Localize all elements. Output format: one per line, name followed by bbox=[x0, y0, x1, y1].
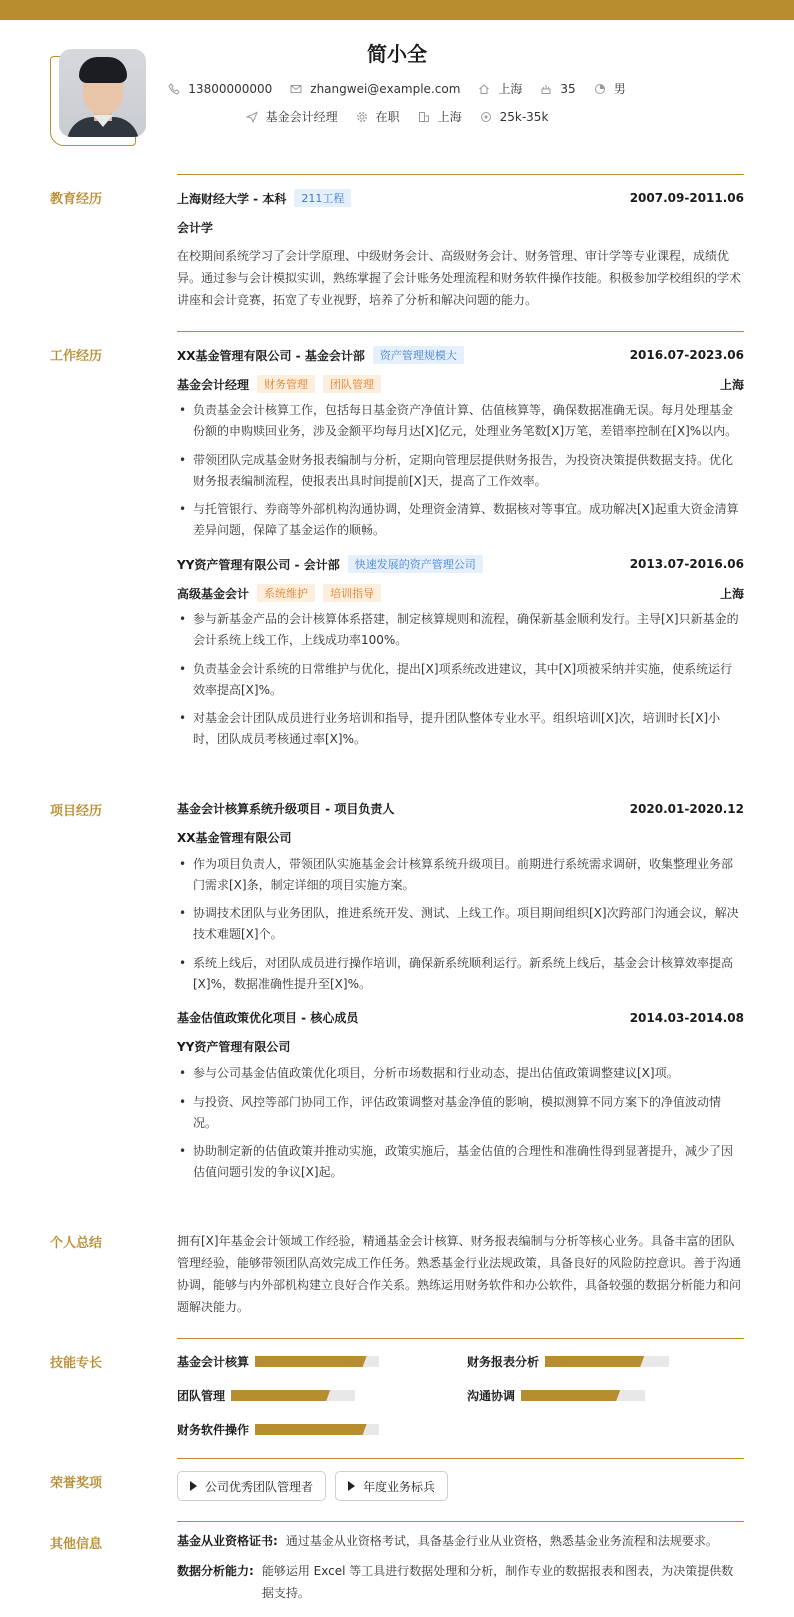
building-icon bbox=[418, 111, 430, 123]
job-bullet: • 带领团队完成基金财务报表编制与分析，定期向管理层提供财务报告，为投资决策提供数据支持。优化财务报表编制流程，使报表出具时间提前[X]天，提高了工作效率。 bbox=[177, 450, 744, 492]
skill-bar bbox=[255, 1424, 379, 1435]
skill-bar bbox=[521, 1390, 645, 1401]
project-name: 基金会计核算系统升级项目 - 项目负责人 bbox=[177, 802, 395, 816]
project-company: XX基金管理有限公司 bbox=[177, 831, 292, 845]
gear-icon bbox=[356, 111, 368, 123]
contact-row bbox=[0, 80, 794, 97]
summary-text: 拥有[X]年基金会计领域工作经验，精通基金会计核算、财务报表编制与分析等核心业务。具备丰富的团队管理经验，能够带领团队高效完成工作任务。熟悉基金行业法规政策，具备良好的风险防控意识。善于沟通协调，能够与内外部机构建立良好合作关系。熟练运用财务软件和办公软件，具备较强的数据分析能力和问题解决能力。 bbox=[177, 1234, 742, 1314]
status-item: 在职 bbox=[356, 108, 400, 125]
company-name: YY资产管理有限公司 - 会计部 bbox=[177, 557, 340, 572]
job-intent-row bbox=[0, 108, 794, 125]
project-bullet: • 协助制定新的估值政策并推动实施，政策实施后，基金估值的合理性和准确性得到显著提升，减少了因估值问题引发的争议[X]起。 bbox=[177, 1141, 744, 1183]
salary-item: 25k-35k bbox=[480, 110, 549, 124]
company-tag: 快速发展的资产管理公司 bbox=[348, 555, 483, 573]
section-title: 工作经历 bbox=[50, 349, 103, 364]
section-title: 荣誉奖项 bbox=[50, 1476, 103, 1491]
other-item: 基金从业资格证书: 通过基金从业资格考试，具备基金行业从业资格，熟悉基金业务流程和法规要求。 bbox=[177, 1534, 718, 1548]
cake-icon bbox=[540, 83, 552, 95]
position-item: 基金会计经理 bbox=[246, 108, 338, 125]
job-bullet: • 负责基金会计核算工作，包括每日基金资产净值计算、估值核算等，确保数据准确无误。每月处理基金份额的申购赎回业务，涉及金额平均每月达[X]亿元，处理业务笔数[X]万笔，差错率控制在[X]%以内。 bbox=[177, 400, 744, 442]
skill-bar bbox=[545, 1356, 669, 1367]
role-tag: 团队管理 bbox=[323, 375, 381, 393]
job-role-row bbox=[177, 375, 744, 393]
project-head bbox=[177, 800, 744, 817]
section-title: 其他信息 bbox=[50, 1537, 103, 1552]
skills-body bbox=[177, 1338, 744, 1448]
project-name: 基金估值政策优化项目 - 核心成员 bbox=[177, 1011, 359, 1025]
project-bullet: • 作为项目负责人，带领团队实施基金会计核算系统升级项目。前期进行系统需求调研，收集整理业务部门需求[X]条，制定详细的项目实施方案。 bbox=[177, 854, 744, 896]
company-tag: 资产管理规模大 bbox=[373, 346, 464, 364]
section-title: 项目经历 bbox=[50, 804, 103, 819]
job-head bbox=[177, 346, 744, 364]
gender-item: 男 bbox=[594, 80, 626, 97]
section-title: 技能专长 bbox=[50, 1356, 103, 1371]
project-bullet: • 系统上线后，对团队成员进行操作培训，确保新系统顺利运行。新系统上线后，基金会计核算效率提高[X]%，数据准确性提升至[X]%。 bbox=[177, 953, 744, 995]
coin-icon bbox=[480, 111, 492, 123]
job-city: 上海 bbox=[719, 586, 744, 601]
job-bullet: • 与托管银行、券商等外部机构沟通协调，处理资金清算、数据核对等事宜。成功解决[X]起重大资金清算差异问题，保障了基金运作的顺畅。 bbox=[177, 499, 744, 541]
job-bullet: • 参与新基金产品的会计核算体系搭建，制定核算规则和流程，确保新基金顺利发行。主导[X]只新基金的会计系统上线工作，上线成功率100%。 bbox=[177, 609, 744, 651]
section-title: 个人总结 bbox=[50, 1236, 103, 1251]
skill-item: 团队管理 bbox=[177, 1387, 355, 1404]
project-date: 2014.03-2014.08 bbox=[629, 1010, 744, 1025]
phone-icon bbox=[168, 83, 180, 95]
candidate-name: 简小全 bbox=[367, 42, 427, 66]
work-body bbox=[177, 331, 744, 771]
education-date: 2007.09-2011.06 bbox=[629, 191, 744, 205]
project-body bbox=[177, 788, 744, 1188]
summary-body bbox=[177, 1222, 744, 1322]
honors-body bbox=[177, 1458, 744, 1518]
job-role-row bbox=[177, 584, 744, 602]
phone-item: 13800000000 bbox=[168, 82, 272, 96]
send-icon bbox=[246, 111, 258, 123]
home-icon bbox=[478, 83, 490, 95]
project-company: YY资产管理有限公司 bbox=[177, 1040, 291, 1054]
job-date: 2013.07-2016.06 bbox=[629, 557, 744, 571]
skill-item: 沟通协调 bbox=[467, 1387, 645, 1404]
major: 会计学 bbox=[177, 221, 214, 235]
skill-item: 财务软件操作 bbox=[177, 1421, 379, 1438]
project-head bbox=[177, 1009, 744, 1026]
other-item: 数据分析能力: 能够运用 Excel 等工具进行数据处理和分析，制作专业的数据报表和图表，为决策提供数据支持。 bbox=[177, 1564, 734, 1600]
skill-bar bbox=[255, 1356, 379, 1367]
job-role: 高级基金会计 bbox=[177, 586, 250, 601]
work-city-item: 上海 bbox=[418, 108, 462, 125]
honor-item: 公司优秀团队管理者 bbox=[177, 1471, 326, 1501]
honor-item: 年度业务标兵 bbox=[335, 1471, 448, 1501]
project-bullet: • 协调技术团队与业务团队，推进系统开发、测试、上线工作。项目期间组织[X]次跨部门沟通会议，解决技术难题[X]个。 bbox=[177, 903, 744, 945]
mail-icon bbox=[290, 83, 302, 95]
email-item: zhangwei@example.com bbox=[290, 82, 460, 96]
job-city: 上海 bbox=[719, 377, 744, 392]
education-head bbox=[177, 189, 744, 207]
education-body bbox=[177, 174, 744, 314]
section-title: 教育经历 bbox=[50, 192, 103, 207]
other-body bbox=[177, 1521, 744, 1617]
top-accent-bar bbox=[0, 0, 794, 20]
job-head bbox=[177, 555, 744, 573]
play-icon bbox=[190, 1481, 197, 1491]
job-bullet: • 对基金会计团队成员进行业务培训和指导，提升团队整体专业水平。组织培训[X]次，培训时长[X]小时，团队成员考核通过率[X]%。 bbox=[177, 708, 744, 750]
city-item: 上海 bbox=[478, 80, 522, 97]
job-date: 2016.07-2023.06 bbox=[629, 348, 744, 362]
play-icon bbox=[348, 1481, 355, 1491]
role-tag: 系统维护 bbox=[257, 584, 315, 602]
project-date: 2020.01-2020.12 bbox=[629, 801, 744, 816]
role-tag: 财务管理 bbox=[257, 375, 315, 393]
gender-icon bbox=[594, 83, 606, 95]
company-name: XX基金管理有限公司 - 基金会计部 bbox=[177, 348, 365, 363]
skill-item: 财务报表分析 bbox=[467, 1353, 669, 1370]
job-role: 基金会计经理 bbox=[177, 377, 250, 392]
role-tag: 培训指导 bbox=[323, 584, 381, 602]
skill-bar bbox=[231, 1390, 355, 1401]
school-name: 上海财经大学 - 本科 bbox=[177, 191, 287, 206]
job-bullet: • 负责基金会计系统的日常维护与优化，提出[X]项系统改进建议，其中[X]项被采纳并实施，使系统运行效率提高[X]%。 bbox=[177, 659, 744, 701]
project-bullet: • 参与公司基金估值政策优化项目，分析市场数据和行业动态，提出估值政策调整建议[X]项。 bbox=[177, 1063, 744, 1084]
school-tag: 211工程 bbox=[294, 189, 351, 207]
project-bullet: • 与投资、风控等部门协同工作，评估政策调整对基金净值的影响，模拟测算不同方案下的净值波动情况。 bbox=[177, 1092, 744, 1134]
education-desc: 在校期间系统学习了会计学原理、中级财务会计、高级财务会计、财务管理、审计学等专业课程，成绩优异。通过参与会计模拟实训，熟练掌握了会计账务处理流程和财务软件操作技能。积极参加学校组织的学术讲座和会计竞赛，拓宽了专业视野，培养了分析和解决问题的能力。 bbox=[177, 249, 742, 307]
age-item: 35 bbox=[540, 82, 575, 96]
skill-item: 基金会计核算 bbox=[177, 1353, 379, 1370]
